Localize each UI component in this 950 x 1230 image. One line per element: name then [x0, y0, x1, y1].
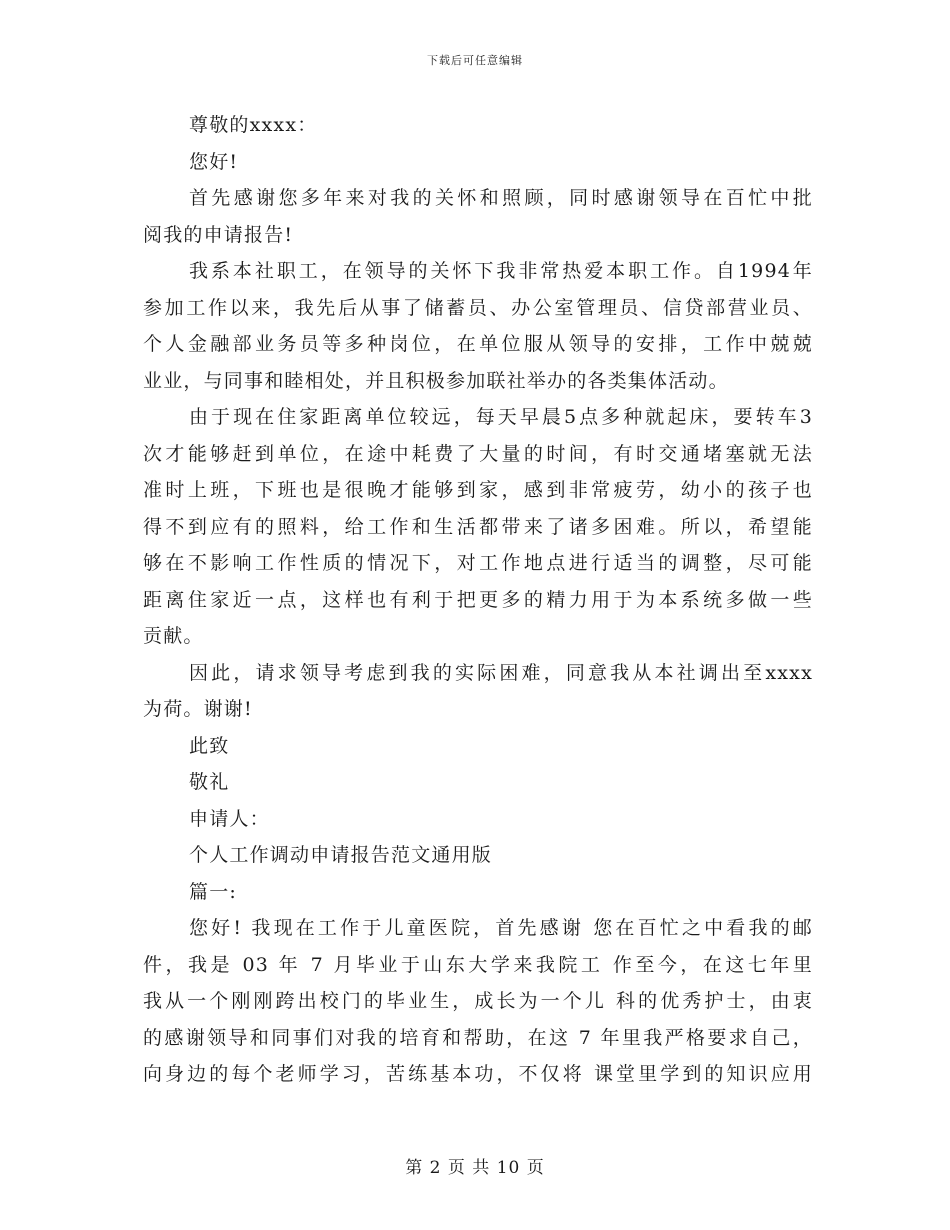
closing-line: 敬礼 [189, 771, 230, 793]
paragraph-line: 够在不影响工作性质的情况下，对工作地点进行适当的调整，尽可能 [143, 552, 813, 574]
paragraph-line: 得不到应有的照料，给工作和生活都带来了诸多困难。所以，希望能 [143, 515, 813, 538]
paragraph-line: 次才能够赶到单位，在途中耗费了大量的时间，有时交通堵塞就无法 [143, 442, 813, 465]
applicant-label: 申请人： [189, 807, 270, 830]
paragraph-line: 我从一个刚刚跨出校门的毕业生，成长为一个儿 科的优秀护士，由衷 [143, 990, 813, 1012]
paragraph-line: 为荷。谢谢! [143, 698, 253, 720]
greeting: 您好! [189, 150, 239, 173]
salutation: 尊敬的xxxx： [189, 114, 318, 136]
paragraph-line: 首先感谢您多年来对我的关怀和照顾，同时感谢领导在百忙中批 [189, 187, 813, 209]
paragraph-line: 准时上班，下班也是很晚才能够到家，感到非常疲劳，幼小的孩子也 [143, 479, 813, 501]
paragraph-line: 的感谢领导和同事们对我的培育和帮助，在这 7 年里我严格要求自己， [143, 1026, 813, 1049]
section-title: 个人工作调动申请报告范文通用版 [189, 844, 493, 866]
paragraph-line: 因此，请求领导考虑到我的实际困难，同意我从本社调出至xxxx [189, 661, 813, 684]
section-subtitle: 篇一: [189, 880, 238, 903]
page-header-note: 下载后可任意编辑 [427, 54, 523, 67]
paragraph-line: 业业，与同事和睦相处，并且积极参加联社举办的各类集体活动。 [143, 369, 729, 392]
paragraph-line: 我系本社职工，在领导的关怀下我非常热爱本职工作。自1994年 [189, 260, 813, 282]
paragraph-line: 距离住家近一点，这样也有利于把更多的精力用于为本系统多做一些 [143, 588, 813, 611]
paragraph-line: 向身边的每个老师学习，苦练基本功，不仅将 课堂里学到的知识应用 [143, 1063, 813, 1085]
paragraph-line: 件，我是 03 年 7 月毕业于山东大学来我院工 作至今，在这七年里 [143, 953, 813, 976]
paragraph-line: 阅我的申请报告! [143, 223, 294, 246]
paragraph-line: 您好! 我现在工作于儿童医院，首先感谢 您在百忙之中看我的邮 [189, 917, 813, 939]
paragraph-line: 由于现在住家距离单位较远，每天早晨5点多种就起床，要转车3 [189, 406, 813, 428]
paragraph-line: 参加工作以来，我先后从事了储蓄员、办公室管理员、信贷部营业员、 [143, 296, 813, 319]
closing-line: 此致 [189, 734, 230, 757]
paragraph-line: 个人金融部业务员等多种岗位，在单位服从领导的安排，工作中兢兢 [143, 333, 813, 355]
page-number: 第 2 页 共 10 页 [405, 1158, 545, 1178]
document-body [143, 107, 813, 1093]
paragraph-line: 贡献。 [143, 625, 204, 647]
